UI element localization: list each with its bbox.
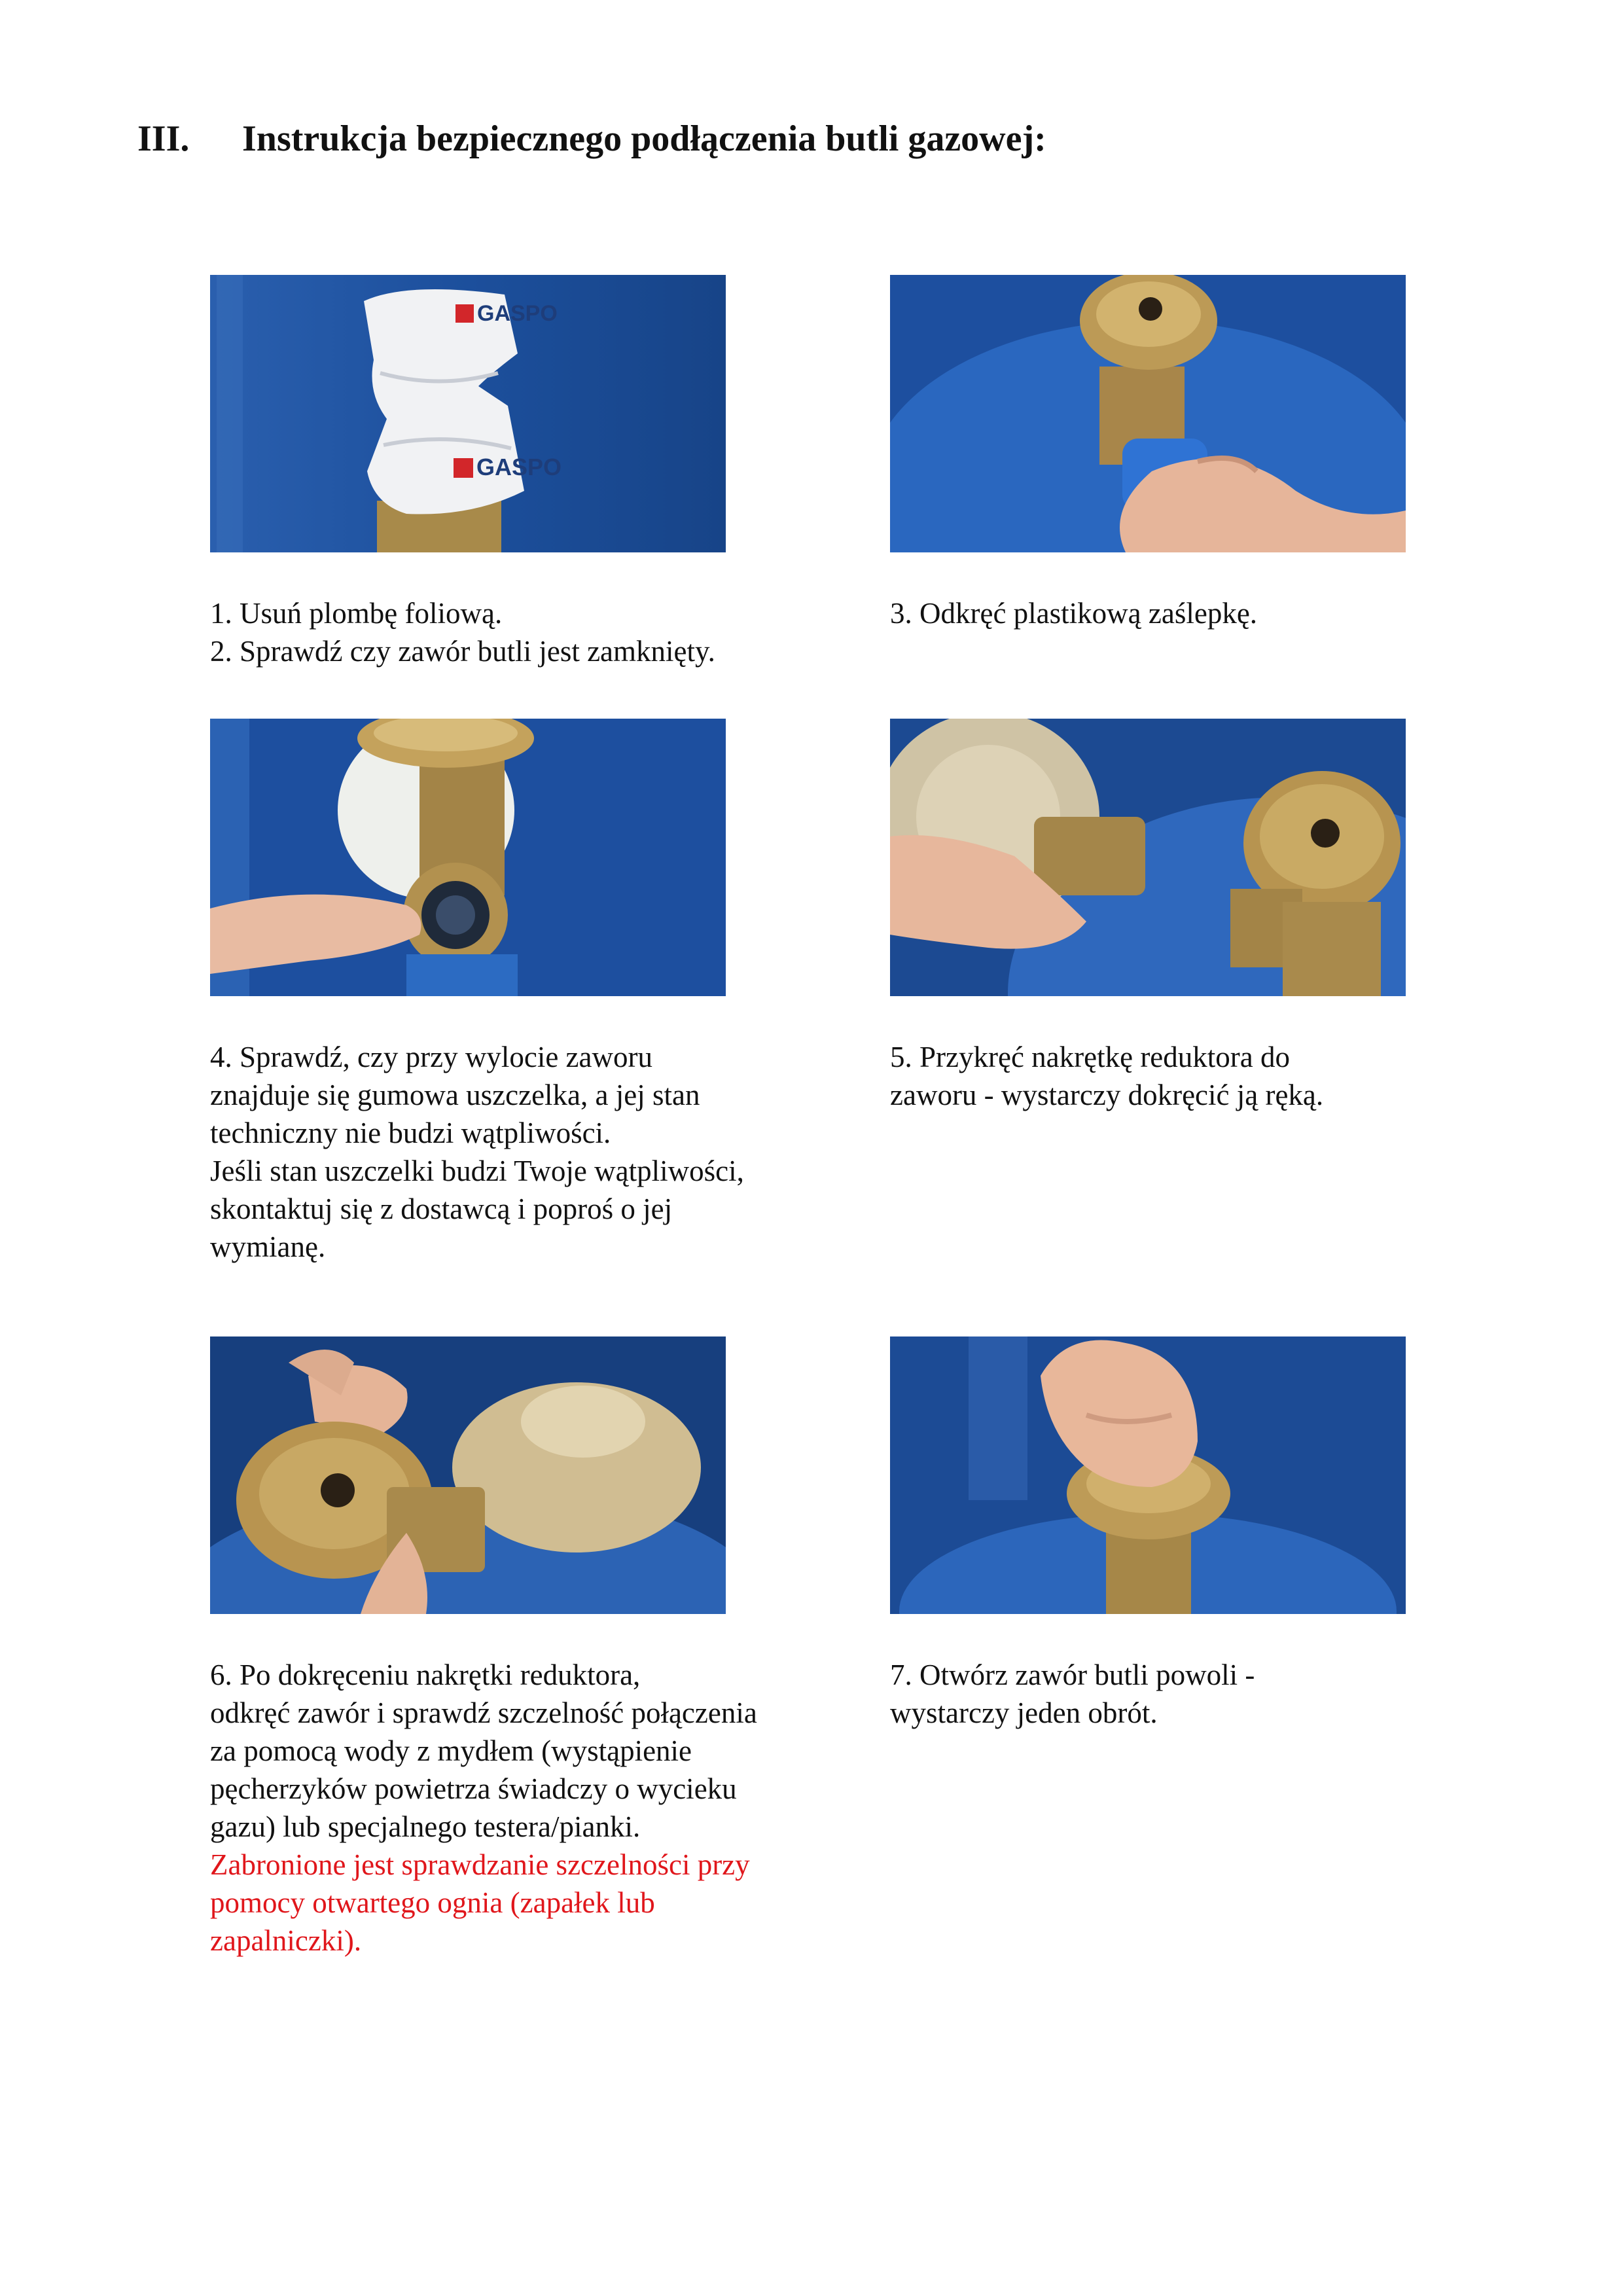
caption-steps-1-2 [210,594,812,670]
photo-reducer-screwing [890,719,1406,996]
step-5-line: 5. Przykręć nakrętkę reduktora do [890,1041,1290,1073]
caption-step-4 [210,1038,812,1266]
caption-step-5 [890,1038,1492,1114]
caption-step-7 [890,1656,1492,1732]
step-2-text: 2. Sprawdź czy zawór butli jest zamknięty. [210,635,715,668]
photo-foil-seal [210,275,726,552]
step-4-line: znajduje się gumowa uszczelka, a jej stan [210,1079,700,1111]
section-number: III. [137,118,190,159]
step-4-line: wymianę. [210,1230,326,1263]
section-title: Instrukcja bezpiecznego podłączenia butli gazowej: [242,118,1046,159]
step-6-line: 6. Po dokręceniu nakrętki reduktora, [210,1659,641,1691]
step-7-line: 7. Otwórz zawór butli powoli - [890,1659,1255,1691]
seal-brand-top: GASPO [477,301,558,326]
photo-gasket-check [210,719,726,996]
warning-line: zapalniczki). [210,1924,362,1957]
step-1-text: 1. Usuń plombę foliową. [210,597,503,630]
step-4-line: techniczny nie budzi wątpliwości. [210,1117,611,1149]
section-heading [137,118,1046,160]
caption-step-3 [890,594,1492,632]
step-3-text: 3. Odkręć plastikową zaślepkę. [890,597,1258,630]
photo-open-valve [890,1336,1406,1614]
step-5-line: zaworu - wystarczy dokręcić ją ręką. [890,1079,1324,1111]
step-4-line: Jeśli stan uszczelki budzi Twoje wątpliwości, [210,1155,744,1187]
seal-brand-bottom: GASPO [476,454,562,480]
step-6-line: gazu) lub specjalnego testera/pianki. [210,1810,641,1843]
warning-line: Zabronione jest sprawdzanie szczelności przy [210,1848,750,1881]
step-7-line: wystarczy jeden obrót. [890,1696,1158,1729]
photo-plastic-cap [890,275,1406,552]
step-4-line: skontaktuj się z dostawcą i poproś o jej [210,1193,673,1225]
step-6-line: odkręć zawór i sprawdź szczelność połączenia [210,1696,757,1729]
step-4-line: 4. Sprawdź, czy przy wylocie zaworu [210,1041,652,1073]
step-6-line: za pomocą wody z mydłem (wystąpienie [210,1734,692,1767]
step-6-line: pęcherzyków powietrza świadczy o wycieku [210,1772,737,1805]
warning-line: pomocy otwartego ognia (zapałek lub [210,1886,655,1919]
caption-step-6 [210,1656,812,1960]
photo-leak-test [210,1336,726,1614]
